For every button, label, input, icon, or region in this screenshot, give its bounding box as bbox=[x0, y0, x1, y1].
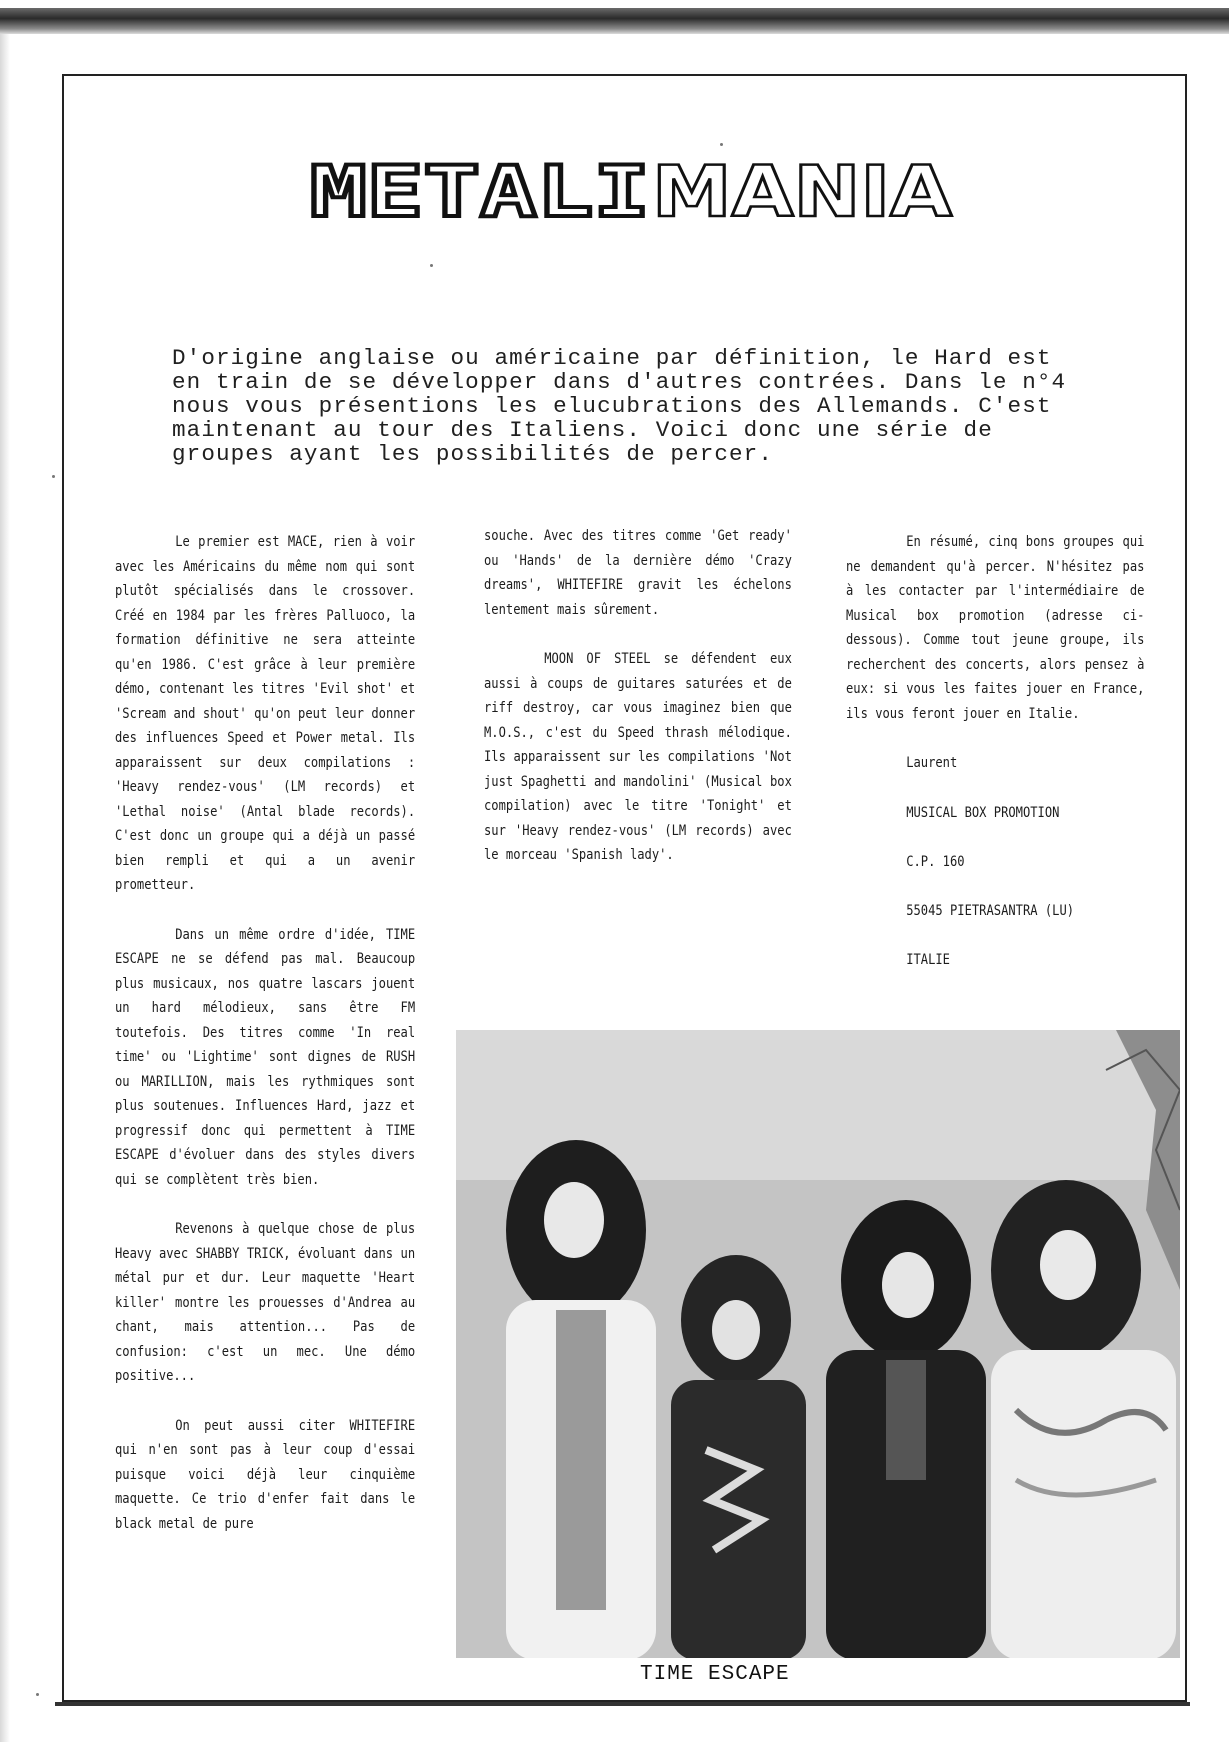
paragraph-whitefire: On peut aussi citer WHITEFIRE qui n'en sont pas à leur coup d'essai puisque voici déjà leur cinquième maquette. Ce trio d'enfer fait dans le black metal de pure bbox=[115, 1417, 416, 1532]
scan-speck bbox=[430, 264, 433, 267]
paragraph-mace: Le premier est MACE, rien à voir avec les Américains du même nom qui sont plutôt spécialisés dans le crossover. Créé en 1984 par les frères Palluoco, la formation définitive ne sera atteinte qu'en 1986. C'est grâce à leur première démo, contenant les titres 'Evil shot' et 'Scream and shout' qu'on peut leur donner des influences Speed et Power metal. Ils apparaissent sur deux compilations : 'Heavy rendez-vous' (LM records) et 'Lethal noise' (Antal blade records). C'est donc un groupe qui a déjà un passé bien rempli et qui a un avenir prometteur. bbox=[115, 534, 416, 893]
address-line-3: 55045 PIETRASANTRA (LU) bbox=[906, 902, 1075, 919]
band-photo bbox=[456, 1030, 1180, 1658]
column-2 bbox=[484, 524, 792, 893]
photo-caption: TIME ESCAPE bbox=[640, 1663, 790, 1686]
title-outline: MANIA bbox=[652, 151, 953, 226]
address-line-1: MUSICAL BOX PROMOTION bbox=[906, 804, 1060, 821]
address-line-4: ITALIE bbox=[906, 951, 950, 968]
column-1 bbox=[115, 530, 415, 1561]
signature: Laurent bbox=[906, 755, 958, 771]
page-title bbox=[300, 150, 970, 226]
column-3 bbox=[846, 530, 1144, 997]
band-photo-illustration bbox=[456, 1030, 1180, 1658]
address-line-2: C.P. 160 bbox=[906, 853, 965, 870]
paragraph-summary: En résumé, cinq bons groupes qui ne demandent qu'à percer. N'hésitez pas à les contacter par l'intermédiaire de Musical box promotion (adresse ci-dessous). Comme tout jeune groupe, ils recherchent des concerts, alors pensez à eux: si vous les faites jouer en France, ils vous feront jouer en Italie. bbox=[846, 534, 1145, 722]
scan-top-edge bbox=[0, 8, 1229, 34]
paragraph-time-escape: Dans un même ordre d'idée, TIME ESCAPE ne se défend pas mal. Beaucoup plus musicaux, nos quatre lascars jouent un hard mélodieux, sans être FM toutefois. Des titres comme 'In real time' ou 'Lightime' sont dignes de RUSH ou MARILLION, mais les rythmiques sont plus soutenues. Influences Hard, jazz et progressif donc qui permettent à TIME ESCAPE d'évoluer dans des styles divers qui se complètent très bien. bbox=[115, 926, 416, 1188]
intro-paragraph: D'origine anglaise ou américaine par définition, le Hard est en train de se développer dans d'autres contrées. Dans le n°4 nous vous présentions les elucubrations des Allemands. C'est maintenant au tour des Italiens. Voici donc une série de groupes ayant les possibilités de percer. bbox=[172, 345, 1067, 467]
scan-speck bbox=[36, 1693, 39, 1696]
paragraph-moon-of-steel: MOON OF STEEL se défendent eux aussi à coups de guitares saturées et de riff destroy, car vous imaginez bien que M.O.S., c'est du Speed thrash mélodique. Ils apparaissent sur les compilations 'Not just Spaghetti and mandolini' (Musical box compilation) avec le titre 'Tonight' et sur 'Heavy rendez-vous' (LM records) avec le morceau 'Spanish lady'. bbox=[484, 651, 792, 863]
title-bold: METALI bbox=[310, 151, 650, 226]
scan-speck bbox=[52, 475, 55, 478]
page-frame-shadow bbox=[55, 1702, 1190, 1706]
paragraph-shabby-trick: Revenons à quelque chose de plus Heavy avec SHABBY TRICK, évoluant dans un métal pur et dur. Leur maquette 'Heart killer' montre les prouesses d'Andrea au chant, mais attention... Pas de confusion: c'est un mec. Une démo positive... bbox=[115, 1221, 416, 1384]
paragraph-whitefire-cont: souche. Avec des titres comme 'Get ready' ou 'Hands' de la dernière démo 'Crazy dreams', WHITEFIRE gravit les échelons lentement mais sûrement. bbox=[484, 528, 792, 618]
scan-speck bbox=[720, 143, 723, 146]
scan-left-edge bbox=[0, 34, 10, 1742]
